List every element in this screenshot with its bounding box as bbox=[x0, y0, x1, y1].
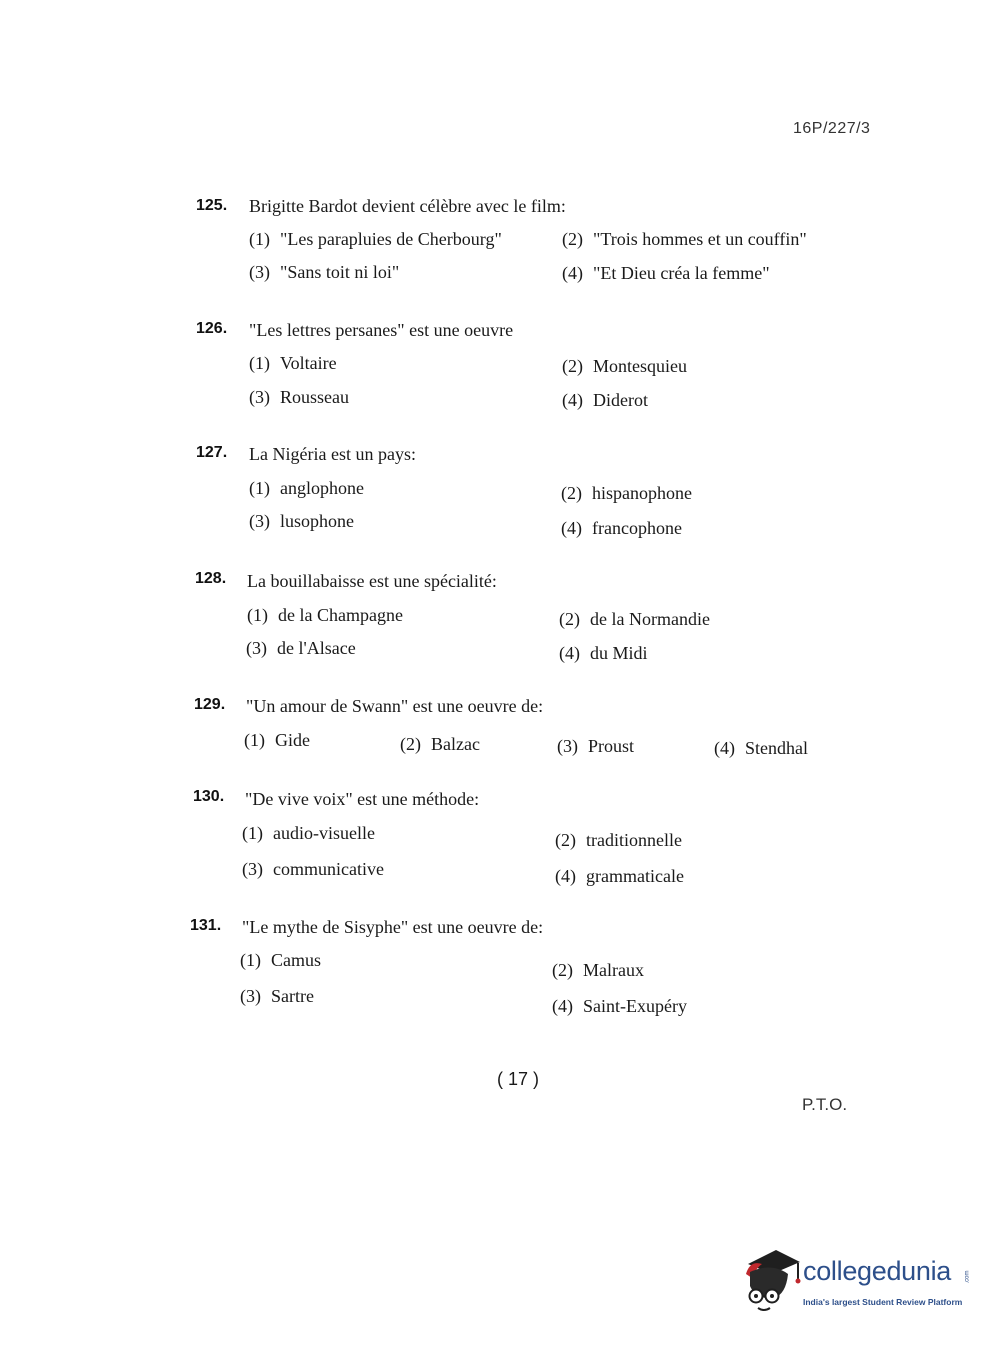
question-number: 129. bbox=[194, 696, 226, 713]
option-4: (4) Diderot bbox=[562, 390, 648, 410]
option-3: (3) Sartre bbox=[240, 986, 314, 1006]
option-3: (3) communicative bbox=[242, 859, 384, 879]
logo-brand: collegedunia bbox=[803, 1256, 952, 1286]
mascot-icon bbox=[742, 1248, 802, 1318]
option-1: (1) anglophone bbox=[249, 478, 364, 498]
question-number: 125. bbox=[196, 197, 228, 214]
option-4: (4) "Et Dieu créa la femme" bbox=[562, 263, 770, 283]
option-4: (4) francophone bbox=[561, 518, 682, 538]
option-3: (3) "Sans toit ni loi" bbox=[249, 262, 400, 282]
logo-suffix: .com bbox=[964, 1270, 971, 1284]
question-text: "Le mythe de Sisyphe" est une oeuvre de: bbox=[242, 917, 544, 937]
option-1: (1) Voltaire bbox=[249, 353, 337, 373]
question-text: Brigitte Bardot devient célèbre avec le film: bbox=[249, 196, 566, 216]
paper-code: 16P/227/3 bbox=[793, 120, 871, 137]
option-1: (1) "Les parapluies de Cherbourg" bbox=[249, 229, 502, 249]
option-3: (3) de l'Alsace bbox=[246, 638, 356, 658]
option-4: (4) Stendhal bbox=[714, 738, 808, 758]
pto-label: P.T.O. bbox=[802, 1095, 848, 1114]
question-number: 127. bbox=[196, 444, 228, 461]
option-1: (1) Camus bbox=[240, 950, 322, 970]
question-number: 128. bbox=[195, 570, 227, 587]
question-text: La Nigéria est un pays: bbox=[249, 444, 416, 464]
option-3: (3) Rousseau bbox=[249, 387, 349, 407]
option-2: (2) hispanophone bbox=[561, 483, 692, 503]
option-4: (4) Saint-Exupéry bbox=[552, 996, 687, 1016]
option-1: (1) de la Champagne bbox=[247, 605, 403, 625]
question-number: 130. bbox=[193, 788, 225, 805]
question-text: La bouillabaisse est une spécialité: bbox=[247, 571, 497, 591]
option-3: (3) lusophone bbox=[249, 511, 354, 531]
option-4: (4) du Midi bbox=[559, 643, 648, 663]
option-1: (1) Gide bbox=[244, 730, 310, 750]
page-number: ( 17 ) bbox=[497, 1069, 540, 1089]
question-number: 131. bbox=[190, 917, 222, 934]
option-2: (2) de la Normandie bbox=[559, 609, 710, 629]
question-text: "Les lettres persanes" est une oeuvre bbox=[249, 320, 514, 340]
option-2: (2) Montesquieu bbox=[562, 356, 687, 376]
question-text: "De vive voix" est une méthode: bbox=[245, 789, 480, 809]
option-2: (2) Balzac bbox=[400, 734, 480, 754]
option-1: (1) audio-visuelle bbox=[242, 823, 375, 843]
logo-tagline: India's largest Student Review Platform bbox=[803, 1297, 963, 1307]
option-2: (2) traditionnelle bbox=[555, 830, 682, 850]
option-2: (2) "Trois hommes et un couffin" bbox=[562, 229, 807, 249]
option-4: (4) grammaticale bbox=[555, 866, 684, 886]
collegedunia-logo bbox=[742, 1248, 970, 1318]
question-text: "Un amour de Swann" est une oeuvre de: bbox=[246, 696, 544, 716]
option-2: (2) Malraux bbox=[552, 960, 644, 980]
option-3: (3) Proust bbox=[557, 736, 635, 756]
question-number: 126. bbox=[196, 320, 228, 337]
